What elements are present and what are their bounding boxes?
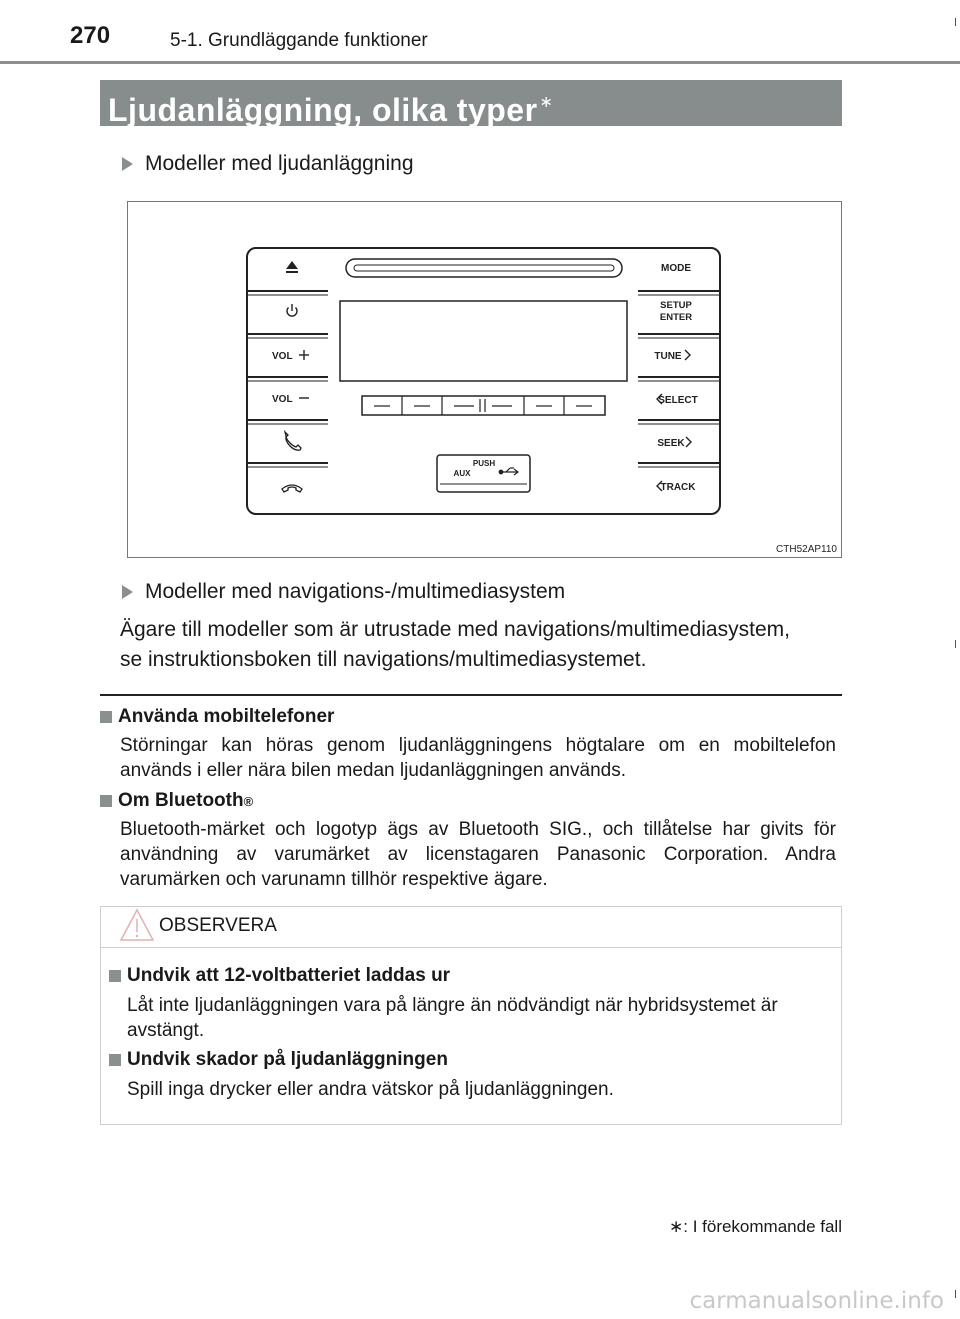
- footnote: [669, 1217, 842, 1237]
- square-bullet-icon: [109, 970, 121, 982]
- header-rule: [0, 61, 960, 64]
- square-bullet-icon: [100, 795, 112, 807]
- vol-up-label: VOL: [272, 351, 293, 362]
- crop-mark: [955, 18, 956, 26]
- setup-button-label: SETUP: [660, 300, 692, 311]
- footnote-text: : I förekommande fall: [683, 1217, 842, 1236]
- track-button-label: TRACK: [660, 482, 696, 493]
- variant-nav-line-1: Ägare till modeller som är utrustade med navigations/multimediasystem,: [120, 618, 790, 641]
- topic-body: Störningar kan höras genom ljudanläggningens högtalare om en mobiltelefon används i eller nära bilen medan ljudanläggningen används.: [120, 735, 836, 781]
- notice-box: [100, 906, 842, 1125]
- section-divider: [100, 694, 842, 696]
- topic-heading: [100, 706, 334, 728]
- variant-nav-text: Modeller med navigations-/multimediasystem: [145, 580, 566, 603]
- crop-mark: [955, 1290, 956, 1298]
- seek-button-label: SEEK: [657, 438, 685, 449]
- square-bullet-icon: [109, 1054, 121, 1066]
- notice-header: [101, 907, 841, 948]
- notice-item-heading-text: Undvik att 12-voltbatteriet laddas ur: [127, 965, 451, 986]
- footnote-marker: ∗: [539, 94, 554, 111]
- select-button-label: SELECT: [658, 395, 698, 406]
- section-title: 5-1. Grundläggande funktioner: [170, 30, 428, 51]
- footnote-marker: ∗: [669, 1217, 684, 1236]
- port-aux-label: AUX: [453, 469, 471, 478]
- variant-nav-label: [122, 580, 565, 604]
- registered-mark: ®: [243, 793, 254, 809]
- notice-item-heading: [109, 1049, 448, 1071]
- mode-button-label: MODE: [661, 263, 691, 274]
- page-heading-text: Ljudanläggning, olika typer: [108, 92, 538, 128]
- triangle-bullet-icon: [122, 585, 133, 599]
- square-bullet-icon: [100, 711, 112, 723]
- topic-body: Bluetooth-märket och logotyp ägs av Bluetooth SIG., och tillåtelse har givits för användning av varumärket av licenstagaren Panasonic Corporation. Andra varumärken och varunamn tillhör respektive ägare.: [120, 819, 836, 890]
- notice-item-heading: [109, 965, 450, 987]
- notice-item-heading-text: Undvik skador på ljudanläggningen: [127, 1049, 448, 1070]
- notice-label: OBSERVERA: [159, 915, 277, 936]
- variant-nav-line-2: se instruktionsboken till navigations/multimediasystemet.: [120, 648, 647, 671]
- port-push-label: PUSH: [472, 459, 496, 468]
- figure-code: CTH52AP110: [776, 544, 837, 555]
- audio-unit-illustration: [128, 202, 841, 557]
- watermark: carmanualsonline.info: [689, 1288, 944, 1314]
- topic-heading: [100, 790, 253, 812]
- notice-item-body: Låt inte ljudanläggningen vara på längre än nödvändigt när hybridsystemet är avstängt.: [127, 995, 778, 1041]
- topic-heading-text: Om Bluetooth: [118, 790, 244, 811]
- crop-mark: [955, 640, 956, 648]
- tune-button-label: TUNE: [654, 351, 682, 362]
- variant-audio-text: Modeller med ljudanläggning: [145, 152, 414, 175]
- warning-triangle-icon: [119, 908, 155, 942]
- triangle-bullet-icon: [122, 157, 133, 171]
- variant-audio-label: [122, 152, 414, 176]
- vol-down-label: VOL: [272, 394, 293, 405]
- notice-item-body: Spill inga drycker eller andra vätskor på ljudanläggningen.: [127, 1079, 614, 1100]
- topic-heading-text: Använda mobiltelefoner: [118, 706, 335, 727]
- audio-unit-figure: [127, 201, 842, 558]
- page-heading: [100, 80, 842, 126]
- enter-button-label: ENTER: [659, 312, 693, 323]
- page-number: 270: [70, 22, 111, 49]
